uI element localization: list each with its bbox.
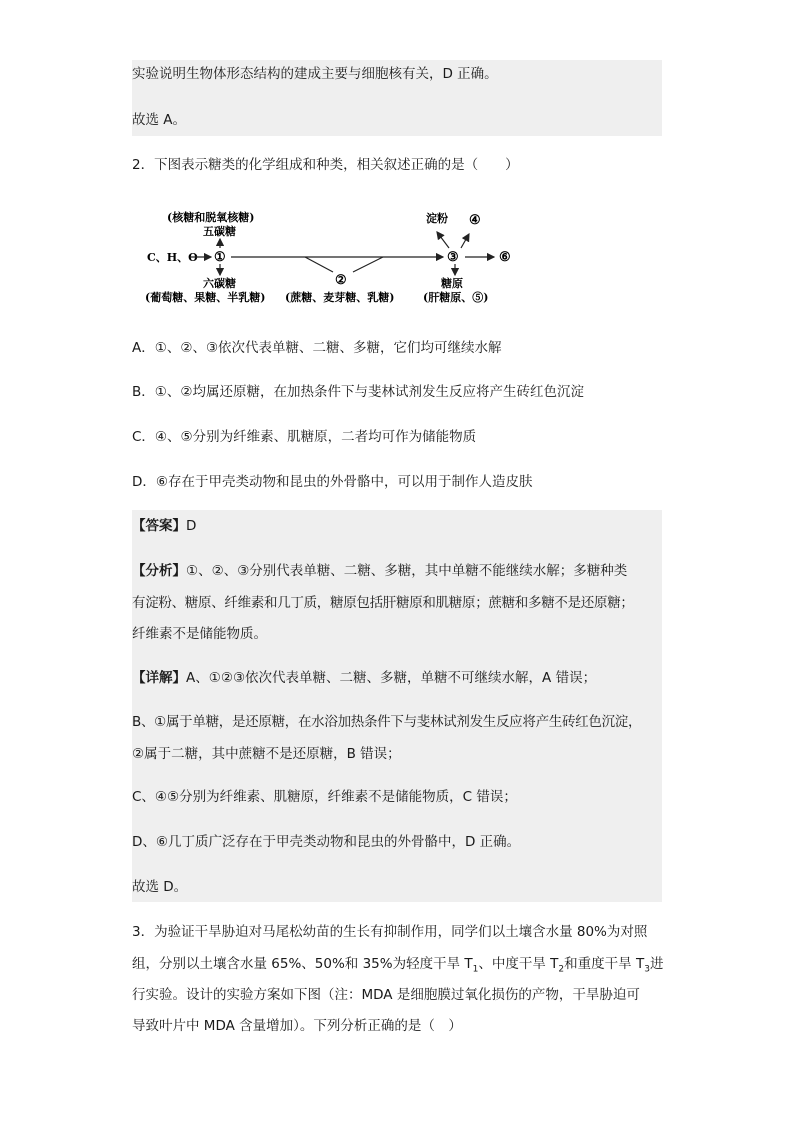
analysis-tag: 【分析】 bbox=[132, 563, 186, 579]
option-d: D．⑥存在于甲壳类动物和昆虫的外骨骼中，可以用于制作人造皮肤 bbox=[132, 474, 533, 490]
question-2-stem: 2．下图表示糖类的化学组成和种类，相关叙述正确的是（ ） bbox=[132, 157, 519, 173]
option-b: B．①、②均属还原糖，在加热条件下与斐林试剂发生反应将产生砖红色沉淀 bbox=[132, 384, 584, 400]
pentose-label: 五碳糖 bbox=[203, 225, 236, 238]
node-4: ④ bbox=[469, 213, 481, 228]
detail-line-b2: ②属于二糖，其中蔗糖不是还原糖，B 错误； bbox=[132, 746, 401, 762]
pentose-examples-label: (核糖和脱氧核糖) bbox=[167, 211, 255, 224]
node-6: ⑥ bbox=[499, 250, 511, 265]
answer-tag: 【答案】 bbox=[132, 518, 186, 534]
analysis-line-1 bbox=[132, 561, 662, 581]
carbohydrate-diagram bbox=[145, 208, 525, 308]
option-a: A．①、②、③依次代表单糖、二糖、多糖，它们均可继续水解 bbox=[132, 340, 502, 356]
detail-line-b1: B、①属于单糖，是还原糖，在水浴加热条件下与斐林试剂发生反应将产生砖红色沉淀， bbox=[132, 714, 642, 730]
analysis-line-2: 有淀粉、糖原、纤维素和几丁质，糖原包括肝糖原和肌糖原；蔗糖和多糖不是还原糖； bbox=[132, 595, 634, 611]
question-3-line-2: 组，分别以土壤含水量 65%、50%和 35%为轻度干旱 $T_1$、中度干旱 $T_2$和重度干旱 $T_3$进 bbox=[132, 956, 664, 975]
node-3: ③ bbox=[447, 250, 459, 265]
answer-line bbox=[132, 516, 662, 536]
node-2: ② bbox=[335, 273, 347, 288]
question-3-line-3: 行实验。设计的实验方案如下图（注：MDA 是细胞膜过氧化损伤的产物，干旱胁迫可 bbox=[132, 987, 640, 1003]
detail-line-d: D、⑥几丁质广泛存在于甲壳类动物和昆虫的外骨骼中，D 正确。 bbox=[132, 834, 521, 850]
answer-value: D bbox=[186, 518, 197, 534]
detail-line-a bbox=[132, 668, 662, 688]
glycogen-examples-label: (肝糖原、⑤) bbox=[423, 291, 489, 304]
detail-tag: 【详解】 bbox=[132, 670, 186, 686]
starch-label: 淀粉 bbox=[426, 212, 448, 225]
option-c: C．④、⑤分别为纤维素、肌糖原，二者均可作为储能物质 bbox=[132, 429, 477, 445]
detail-line-c: C、④⑤分别为纤维素、肌糖原，纤维素不是储能物质，C 错误； bbox=[132, 789, 517, 805]
choose-line: 故选 D。 bbox=[132, 879, 188, 895]
disaccharide-examples-label: (蔗糖、麦芽糖、乳糖) bbox=[285, 291, 395, 304]
question-3-line-1: 3．为验证干旱胁迫对马尾松幼苗的生长有抑制作用，同学们以土壤含水量 80%为对照 bbox=[132, 924, 648, 940]
node-1: ① bbox=[214, 250, 226, 265]
analysis-line-3: 纤维素不是储能物质。 bbox=[132, 626, 267, 642]
elements-label: C、H、O bbox=[147, 251, 198, 264]
previous-explanation-line: 实验说明生物体形态结构的建成主要与细胞核有关，D 正确。 bbox=[132, 66, 498, 82]
previous-choice-line: 故选 A。 bbox=[132, 112, 187, 128]
hexose-examples-label: (葡萄糖、果糖、半乳糖) bbox=[145, 291, 266, 304]
question-3-line-4: 导致叶片中 MDA 含量增加）。下列分析正确的是（ ） bbox=[132, 1018, 462, 1034]
analysis-text-1: ①、②、③分别代表单糖、二糖、多糖，其中单糖不能继续水解；多糖种类 bbox=[186, 563, 628, 579]
detail-text-a: A、①②③依次代表单糖、二糖、多糖，单糖不可继续水解，A 错误； bbox=[186, 670, 597, 686]
glycogen-label: 糖原 bbox=[441, 277, 463, 290]
hexose-label: 六碳糖 bbox=[203, 277, 236, 290]
